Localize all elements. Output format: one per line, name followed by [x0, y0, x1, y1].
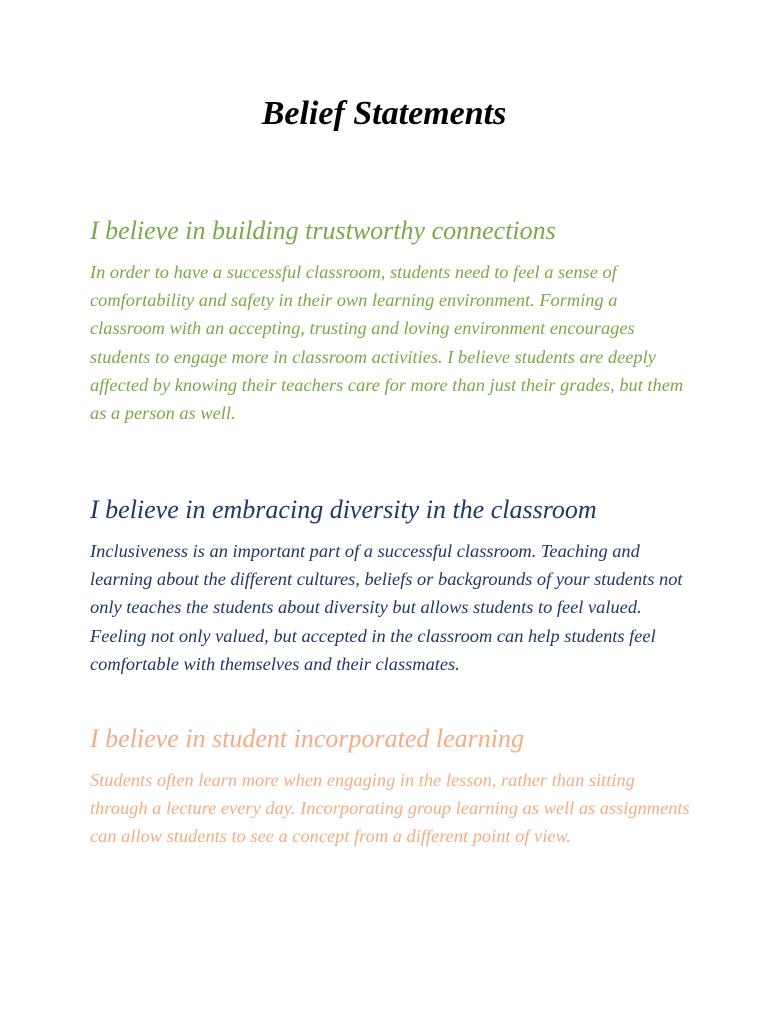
section-body-trust: In order to have a successful classroom, students need to feel a sense of comfortability and safety in their own learning environment. Forming a classroom with an accepting, trusting and loving environment encourages students to engage more in classroom activities. I believe students are deeply affected by knowing their teachers care for more than just their grades, but them as a person as well.: [90, 262, 684, 424]
belief-section-trust: [90, 214, 690, 427]
belief-section-diversity: [90, 493, 690, 678]
section-body-diversity: Inclusiveness is an important part of a successful classroom. Teaching and learning about the different cultures, beliefs or backgrounds of your students not only teaches the students about diversity but allows students to feel valued. Feeling not only valued, but accepted in the classroom can help students feel comfortable with themselves and their classmates.: [90, 541, 683, 674]
section-heading-learning: I believe in student incorporated learning: [90, 724, 524, 753]
section-heading-trust: I believe in building trustworthy connections: [90, 216, 556, 245]
belief-section-learning: [90, 722, 690, 851]
section-heading-diversity: I believe in embracing diversity in the classroom: [90, 495, 597, 524]
section-body-learning: Students often learn more when engaging in the lesson, rather than sitting through a lecture every day. Incorporating group learning as well as assignments can allow students to see a concept from a different point of view.: [90, 770, 690, 847]
page-title: Belief Statements: [261, 95, 507, 132]
